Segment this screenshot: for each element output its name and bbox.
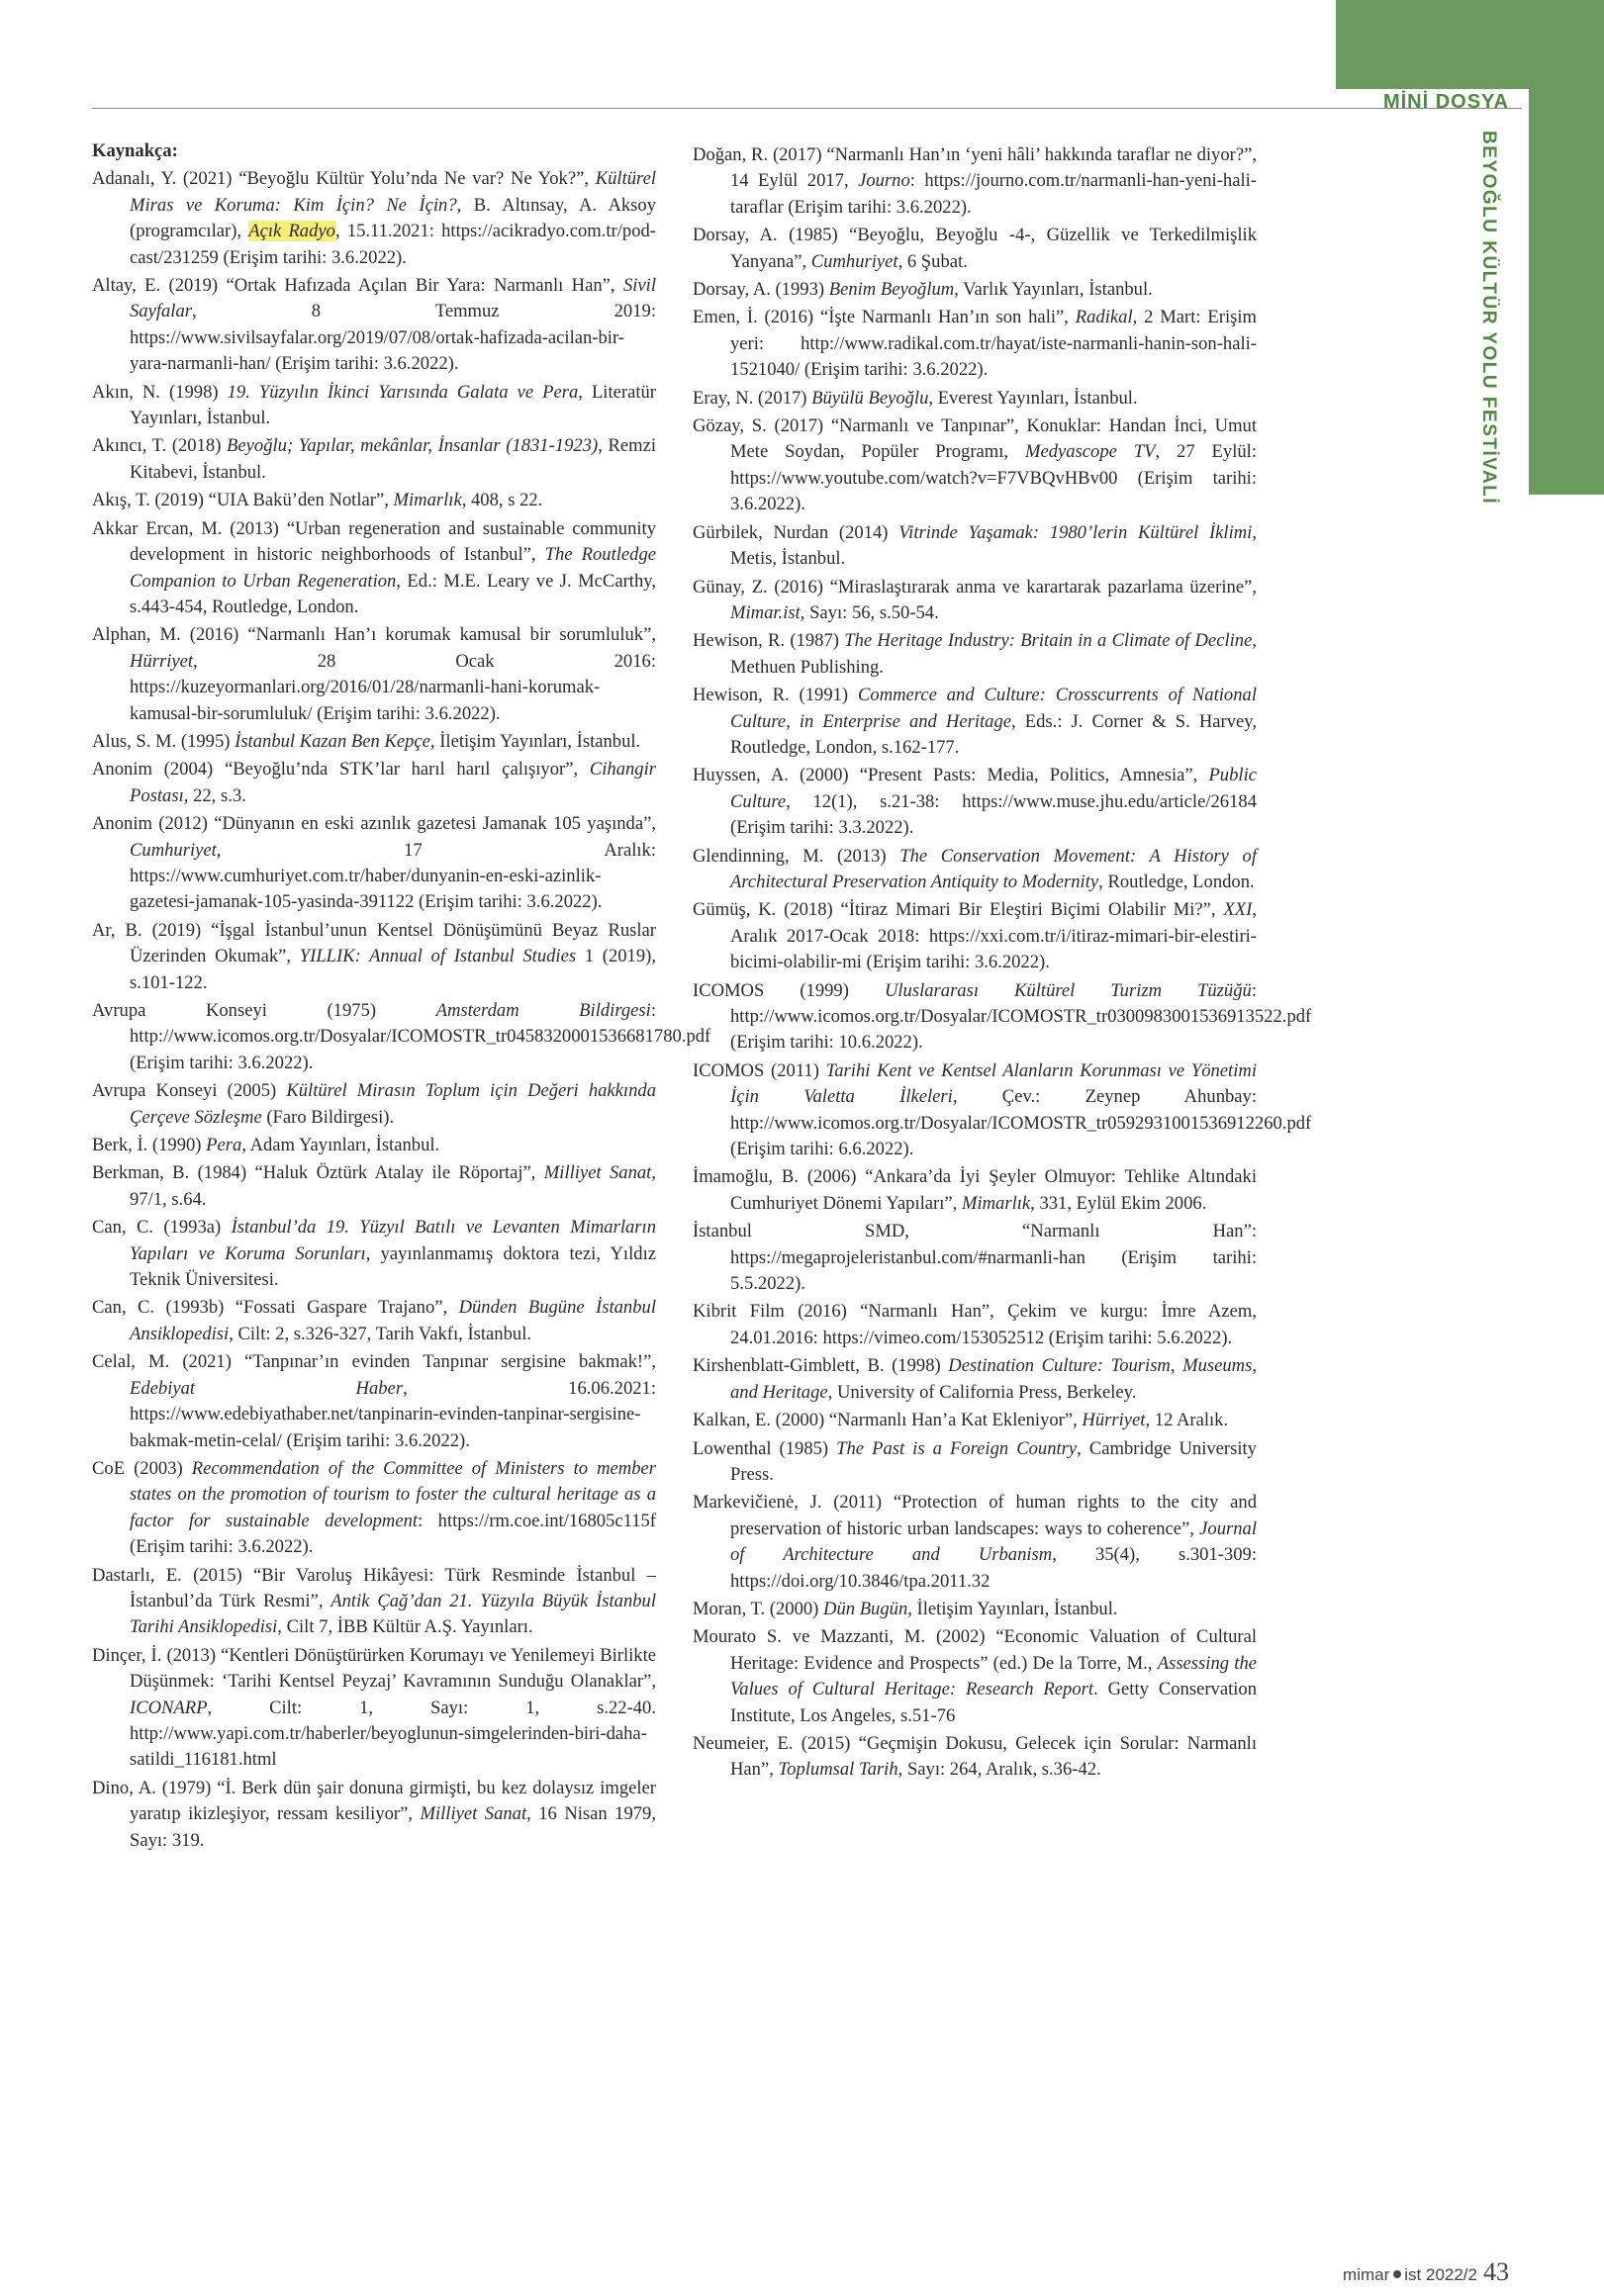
reference-text: , Varlık Yayınları, İstanbul. xyxy=(954,279,1153,301)
reference-text: Can, C. (1993b) “Fossati Gaspare Trajano”, xyxy=(92,1297,459,1319)
left-reference-list xyxy=(92,166,711,1854)
reference-text: Günay, Z. (2016) “Miraslaştırarak anma ve karartarak pazarlama üzerine”, xyxy=(693,576,1257,597)
reference-entry xyxy=(92,622,656,727)
reference-text: , 35(4), s.301-309: https://doi.org/10.3846/tpa.2011.32 xyxy=(730,1544,1257,1592)
reference-title: The Past is a Foreign Country xyxy=(836,1437,1078,1459)
reference-text: , 16 Nisan 1979, Sayı: 319. xyxy=(130,1803,656,1851)
reference-text: , 28 Ocak 2016: https://kuzeyormanlari.org/2016/01/28/narmanli-hani-korumak-kamusal-bir-sorumluluk/ (Erişim tarihi: 3.6.2022). xyxy=(130,650,656,724)
reference-entry xyxy=(92,757,656,809)
footer-brand-left: mimar xyxy=(1343,2265,1390,2284)
reference-entry xyxy=(92,1456,656,1561)
reference-entry xyxy=(693,520,1257,573)
reference-entry xyxy=(92,1349,656,1454)
references-column-right xyxy=(693,142,1312,1786)
reference-title: İstanbul Kazan Ben Kepçe xyxy=(235,730,430,752)
reference-text: , Metis, İstanbul. xyxy=(730,521,1257,570)
reference-title: The Routledge Companion to Urban Regeneration xyxy=(130,544,657,592)
reference-text: , Cilt: 1, Sayı: 1, s.22-40. http://www.yapi.com.tr/haberler/beyoglunun-simgelerinden-biri-daha-satildi_116181.html xyxy=(130,1697,656,1771)
reference-text: , Remzi Kitabevi, İstanbul. xyxy=(130,435,657,483)
reference-text: , Adam Yayınları, İstanbul. xyxy=(241,1135,440,1156)
reference-text: Berkman, B. (1984) “Haluk Öztürk Atalay ile Röportaj”, xyxy=(92,1162,544,1184)
reference-entry xyxy=(92,488,656,513)
vertical-section-label: BEYOĞLU KÜLTÜR YOLU FESTİVALİ xyxy=(1478,131,1499,505)
reference-text: , 97/1, s.64. xyxy=(130,1162,656,1210)
reference-text: , University of California Press, Berkeley. xyxy=(827,1381,1137,1403)
reference-entry xyxy=(693,844,1257,896)
reference-title: Cumhuriyet xyxy=(810,250,898,272)
reference-title: Hürriyet xyxy=(130,650,194,672)
reference-title: XXI xyxy=(1223,899,1253,921)
reference-title: ICONARP xyxy=(130,1697,208,1718)
section-label: MİNİ DOSYA xyxy=(1382,91,1509,113)
reference-text: Gümüş, K. (2018) “İtiraz Mimari Bir Eleştiri Biçimi Olabilir Mi?”, xyxy=(693,899,1224,921)
reference-title: Mimar.ist xyxy=(730,601,801,623)
reference-text: , Eds.: J. Corner & S. Harvey, Routledge, London, s.162-177. xyxy=(730,710,1257,758)
reference-text: Kibrit Film (2016) “Narmanlı Han”, Çekim ve kurgu: İmre Azem, 24.01.2016: https://vimeo.com/153052512 (Erişim tarihi: 5.6.2022). xyxy=(693,1301,1257,1348)
reference-entry xyxy=(92,918,656,996)
reference-entry xyxy=(693,1731,1257,1784)
reference-entry xyxy=(693,683,1257,761)
reference-text: , 8 Temmuz 2019: https://www.sivilsayfalar.org/2019/07/08/ortak-hafizada-acilan-bir-yara-narmanli-han/ (Erişim tarihi: 3.6.2022). xyxy=(130,301,656,375)
reference-text: Neumeier, E. (2015) “Geçmişin Dokusu, Gelecek için Sorular: Narmanlı Han”, xyxy=(693,1732,1257,1781)
reference-text: , Literatür Yayınları, İstanbul. xyxy=(130,381,656,429)
reference-title: Mimarlık xyxy=(393,490,462,511)
references-column-left xyxy=(92,138,711,1856)
reference-title: Amsterdam Bildirgesi xyxy=(435,1000,651,1021)
reference-entry xyxy=(92,998,711,1076)
reference-title: Beyoğlu; Yapılar, mekânlar, İnsanlar (1831-1923) xyxy=(227,435,599,457)
reference-title: Hürriyet xyxy=(1082,1410,1146,1431)
reference-title: Mimarlık xyxy=(961,1192,1031,1214)
reference-text: Kalkan, E. (2000) “Narmanlı Han’a Kat Ekleniyor”, xyxy=(693,1410,1083,1431)
reference-text: Altay, E. (2019) “Ortak Hafızada Açılan Bir Yara: Narmanlı Han”, xyxy=(92,275,623,297)
reference-text: Akın, N. (1998) xyxy=(92,381,228,403)
reference-text: ICOMOS (1999) xyxy=(693,979,885,1001)
reference-title: 19. Yüzyılın İkinci Yarısında Galata ve Pera xyxy=(227,381,579,403)
reference-title: Antik Çağ’dan 21. Yüzyıla Büyük İstanbul Tarihi Ansiklopedisi xyxy=(130,1590,656,1638)
reference-entry xyxy=(92,1563,656,1641)
reference-text: 1 (2019), s.101-122. xyxy=(130,946,656,993)
reference-text: Celal, M. (2021) “Tanpınar’ın evinden Tanpınar sergisine bakmak!”, xyxy=(92,1351,656,1373)
reference-entry xyxy=(92,1160,656,1213)
reference-text: Avrupa Konseyi (2005) xyxy=(92,1080,287,1102)
reference-text: , Routledge, London. xyxy=(1098,871,1255,892)
reference-text: Alus, S. M. (1995) xyxy=(92,730,236,752)
reference-entry xyxy=(693,1299,1257,1351)
reference-text: Moran, T. (2000) xyxy=(693,1598,824,1619)
reference-title: Dünden Bugüne İstanbul Ansiklopedisi xyxy=(130,1297,656,1344)
reference-text: : http://www.icomos.org.tr/Dosyalar/ICOMOSTR_tr0300983001536913522.pdf (Erişim tarihi: 10.6.2022). xyxy=(730,979,1312,1054)
reference-entry xyxy=(693,575,1257,627)
reference-text: , 12(1), s.21-38: https://www.muse.jhu.edu/article/26184 (Erişim tarihi: 3.3.2022). xyxy=(730,790,1257,839)
reference-title: Büyülü Beyoğlu xyxy=(811,387,929,409)
reference-title: Recommendation of the Committee of Ministers to member states on the promotion of tourism to foster the cultural heritage as a factor for sustainable development xyxy=(130,1457,656,1531)
reference-text: Huyssen, A. (2000) “Present Pasts: Media, Politics, Amnesia”, xyxy=(693,765,1209,786)
reference-text: Alphan, M. (2016) “Narmanlı Han’ı korumak kamusal bir sorumluluk”, xyxy=(92,624,656,646)
reference-text: , 331, Eylül Ekim 2006. xyxy=(1030,1192,1207,1214)
reference-entry xyxy=(92,1295,656,1347)
reference-text: , Everest Yayınları, İstanbul. xyxy=(928,387,1138,409)
reference-entry xyxy=(693,1597,1257,1622)
reference-entry xyxy=(693,763,1257,841)
reference-entry xyxy=(92,433,656,486)
reference-entry xyxy=(693,142,1257,221)
reference-title: Destination Culture: Tourism, Museums, and Heritage xyxy=(730,1355,1257,1403)
reference-title: Cumhuriyet xyxy=(130,839,217,861)
reference-text: Dastarlı, E. (2015) “Bir Varoluş Hikâyesi: Türk Resminde İstanbul – İstanbul’da Türk Resmi”, xyxy=(92,1564,656,1611)
reference-text: Ar, B. (2019) “İşgal İstanbul’unun Kentsel Dönüşümünü Beyaz Ruslar Üzerinden Okumak”, xyxy=(92,919,656,967)
reference-text: , İletişim Yayınları, İstanbul. xyxy=(429,730,641,752)
reference-title: The Conservation Movement: A History of Architectural Preservation Antiquity to Modernity xyxy=(730,845,1257,892)
reference-text: (Faro Bildirgesi). xyxy=(261,1106,395,1128)
reference-title: Tarihi Kent ve Kentsel Alanların Korunması ve Yönetimi İçin Valetta İlkeleri xyxy=(730,1059,1257,1108)
reference-entry xyxy=(693,1408,1257,1433)
reference-text: Anonim (2012) “Dünyanın en eski azınlık gazetesi Jamanak 105 yaşında”, xyxy=(92,813,656,835)
right-reference-list xyxy=(693,142,1312,1784)
reference-text: Doğan, R. (2017) “Narmanlı Han’ın ‘yeni hâli’ hakkında taraflar ne diyor?”, 14 Eylül 2017, xyxy=(693,144,1257,192)
reference-text: , 2 Mart: Erişim yeri: http://www.radikal.com.tr/hayat/iste-narmanli-hanin-son-hali-1521040/ (Erişim tarihi: 3.6.2022). xyxy=(730,307,1258,381)
reference-entry xyxy=(693,897,1257,975)
reference-title: Pera xyxy=(206,1135,242,1156)
reference-text: Hewison, R. (1991) xyxy=(693,685,858,706)
reference-title: Kültürel Miras ve Koruma: Kim İçin? Ne İçin? xyxy=(130,168,656,216)
reference-entry xyxy=(693,1219,1257,1297)
reference-entry xyxy=(693,223,1257,275)
reference-text: CoE (2003) xyxy=(92,1457,192,1479)
reference-title: Radikal xyxy=(1075,307,1133,328)
reference-title: İstanbul’da 19. Yüzyıl Batılı ve Levanten Mimarların Yapıları ve Koruma Sorunları xyxy=(130,1217,656,1264)
reference-title: Medyascope TV xyxy=(1024,441,1156,463)
reference-title: Sivil Sayfalar xyxy=(130,275,656,322)
footer-dot-icon xyxy=(1393,2270,1401,2278)
header-green-tab xyxy=(1336,0,1604,89)
reference-text: Akkar Ercan, M. (2013) “Urban regeneration and sustainable community development in historic neighborhoods of Istanbul”, xyxy=(92,517,656,566)
reference-title: The Heritage Industry: Britain in a Climate of Decline xyxy=(844,630,1253,652)
reference-text: , 16.06.2021: https://www.edebiyathaber.net/tanpinarin-evinden-tanpinar-sergisine-bakmak-metin-celal/ (Erişim tarihi: 3.6.2022). xyxy=(130,1377,657,1451)
reference-title: Dün Bugün xyxy=(823,1598,908,1619)
reference-text: , 408, s 22. xyxy=(461,490,543,511)
reference-entry xyxy=(693,413,1257,518)
reference-title: Milliyet Sanat xyxy=(420,1803,527,1825)
top-rule xyxy=(92,108,1522,109)
reference-text: Anonim (2004) “Beyoğlu’nda STK’lar harıl harıl çalışıyor”, xyxy=(92,759,590,781)
reference-text: İstanbul SMD, “Narmanlı Han”: https://megaprojeleristanbul.com/#narmanli-han (Erişim tarihi: 5.5.2022). xyxy=(693,1221,1257,1295)
reference-title: Vitrinde Yaşamak: 1980’lerin Kültürel İklimi xyxy=(898,521,1253,543)
reference-text: , Sayı: 56, s.50-54. xyxy=(800,601,939,623)
reference-text: Adanalı, Y. (2021) “Beyoğlu Kültür Yolu’nda Ne var? Ne Yok?”, xyxy=(92,168,596,190)
reference-text: Markevičienė, J. (2011) “Protection of human rights to the city and preservation of historic urban landscapes: ways to coherence”, xyxy=(693,1492,1257,1539)
reference-text: Akış, T. (2019) “UIA Bakü’den Notlar”, xyxy=(92,490,394,511)
reference-text: , Cambridge University Press. xyxy=(730,1437,1257,1485)
reference-text: , İletişim Yayınları, İstanbul. xyxy=(907,1598,1118,1619)
reference-entry xyxy=(92,1776,656,1854)
reference-text: Emen, İ. (2016) “İşte Narmanlı Han’ın son hali”, xyxy=(693,307,1076,328)
reference-text: Dorsay, A. (1985) “Beyoğlu, Beyoğlu -4-, Güzellik ve Terkedilmişlik Yanyana”, xyxy=(693,225,1257,272)
reference-text: Mourato S. ve Mazzanti, M. (2002) “Economic Valuation of Cultural Heritage: Evidence and Prospects” (ed.) De la Torre, M., xyxy=(693,1626,1257,1674)
reference-text: . Getty Conservation Institute, Los Angeles, s.51-76 xyxy=(730,1679,1258,1726)
reference-title: Milliyet Sanat xyxy=(543,1162,652,1184)
page-footer xyxy=(1343,2257,1509,2287)
reference-text: , 12 Aralık. xyxy=(1145,1410,1229,1431)
reference-text: Lowenthal (1985) xyxy=(693,1437,837,1459)
footer-brand-right: ist 2022/2 xyxy=(1404,2265,1477,2284)
reference-entry xyxy=(693,1353,1257,1406)
reference-title: Kültürel Mirasın Toplum için Değeri hakkında Çerçeve Sözleşme xyxy=(130,1080,656,1128)
reference-title: Commerce and Culture: Crosscurrents of National Culture, in Enterprise and Heritage xyxy=(730,685,1257,732)
reference-text: Can, C. (1993a) xyxy=(92,1217,232,1239)
reference-text: , Sayı: 264, Aralık, s.36-42. xyxy=(897,1759,1101,1781)
reference-text: Glendinning, M. (2013) xyxy=(693,845,900,867)
reference-entry xyxy=(92,1643,656,1774)
reference-entry xyxy=(693,1058,1312,1163)
reference-text: : http://www.icomos.org.tr/Dosyalar/ICOMOSTR_tr0458320001536681780.pdf (Erişim tarihi: 3.6.2022). xyxy=(130,1000,711,1073)
reference-title: Uluslararası Kültürel Turizm Tüzüğü xyxy=(884,979,1252,1001)
reference-entry xyxy=(693,1436,1257,1489)
reference-text: Dino, A. (1979) “İ. Berk dün şair donuna girmişti, bu kez dolaysız imgeler yaratıp ikizleşiyor, ressam kesiliyor”, xyxy=(92,1777,656,1825)
reference-text: Hewison, R. (1987) xyxy=(693,630,845,652)
reference-entry xyxy=(693,386,1257,412)
reference-entry xyxy=(693,628,1257,681)
reference-text: , Ed.: M.E. Leary ve J. McCarthy, s.443-454, Routledge, London. xyxy=(130,570,656,617)
reference-highlight: Açık Radyo xyxy=(248,221,335,242)
reference-entry xyxy=(693,1164,1257,1217)
reference-text: Eray, N. (2017) xyxy=(693,387,812,409)
reference-title: Edebiyat Haber xyxy=(130,1377,404,1399)
reference-text: , Aralık 2017-Ocak 2018: https://xxi.com.tr/i/itiraz-mimari-bir-elestiri-bicimi-olabilir-mi (Erişim tarihi: 3.6.2022). xyxy=(730,899,1257,973)
reference-text: Gözay, S. (2017) “Narmanlı ve Tanpınar”, Konuklar: Handan İnci, Umut Mete Soydan, Popüler Programı, xyxy=(693,415,1257,463)
reference-entry xyxy=(92,811,656,916)
reference-title: YILLIK: Annual of Istanbul Studies xyxy=(299,946,577,967)
reference-text: , Cilt 7, İBB Kültür A.Ş. Yayınları. xyxy=(277,1616,533,1638)
reference-entry xyxy=(693,978,1312,1056)
side-green-bar xyxy=(1529,89,1604,495)
reference-text: : https://rm.coe.int/16805c115f (Erişim tarihi: 3.6.2022). xyxy=(130,1510,656,1558)
reference-title: Benim Beyoğlum xyxy=(828,279,955,301)
reference-title: Toplumsal Tarih xyxy=(778,1759,898,1781)
reference-text: : https://journo.com.tr/narmanli-han-yeni-hali-taraflar (Erişim tarihi: 3.6.2022). xyxy=(730,170,1257,218)
reference-text: Kirshenblatt-Gimblett, B. (1998) xyxy=(693,1355,949,1377)
reference-title: Journo xyxy=(858,170,910,192)
reference-entry xyxy=(92,166,656,271)
reference-text: , 22, s.3. xyxy=(183,784,246,806)
reference-entry xyxy=(693,1624,1257,1729)
reference-text: , 27 Eylül: https://www.youtube.com/watch?v=F7VBQvHBv00 (Erişim tarihi: 3.6.2022). xyxy=(730,441,1257,515)
reference-entry xyxy=(693,1490,1257,1595)
reference-text: İmamoğlu, B. (2006) “Ankara’da İyi Şeyler Olmuyor: Tehlike Altındaki Cumhuriyet Dönemi Yapıları”, xyxy=(693,1166,1257,1214)
reference-text: , Çev.: Zeynep Ahunbay: http://www.icomos.org.tr/Dosyalar/ICOMOSTR_tr0592931001536912260.pdf (Erişim tarihi: 6.6.2022). xyxy=(730,1086,1312,1160)
page-number: 43 xyxy=(1483,2257,1509,2286)
reference-title: Journal of Architecture and Urbanism xyxy=(730,1517,1257,1566)
reference-text: , 15.11.2021: https://acikradyo.com.tr/pod-cast/231259 (Erişim tarihi: 3.6.2022). xyxy=(130,221,656,268)
reference-text: , 17 Aralık: https://www.cumhuriyet.com.tr/haber/dunyanin-en-eski-azinlik-gazetesi-jamanak-105-yasinda-391122 (Erişim tarihi: 3.6.2022). xyxy=(130,839,656,913)
reference-entry xyxy=(92,516,656,621)
reference-entry xyxy=(693,305,1257,383)
reference-text: , B. Altınsay, A. Aksoy (programcılar), xyxy=(130,194,657,242)
reference-entry xyxy=(92,1133,656,1158)
reference-text: , 6 Şubat. xyxy=(897,250,968,272)
reference-title: Cihangir Postası xyxy=(130,759,656,806)
reference-text: , yayınlanmamış doktora tezi, Yıldız Teknik Üniversitesi. xyxy=(130,1242,656,1291)
reference-entry xyxy=(92,380,656,432)
references-heading: Kaynakça: xyxy=(92,140,178,161)
reference-text: ICOMOS (2011) xyxy=(693,1059,826,1081)
reference-text: , Methuen Publishing. xyxy=(730,630,1257,678)
reference-text: , Cilt: 2, s.326-327, Tarih Vakfı, İstanbul. xyxy=(229,1323,532,1344)
reference-title: Assessing the Values of Cultural Heritage: Research Report xyxy=(730,1652,1257,1700)
reference-text: Dorsay, A. (1993) xyxy=(693,279,829,301)
reference-text: Berk, İ. (1990) xyxy=(92,1135,207,1156)
reference-entry xyxy=(92,729,656,755)
reference-entry xyxy=(92,273,656,378)
reference-entry xyxy=(693,277,1257,303)
reference-text: Akıncı, T. (2018) xyxy=(92,435,228,457)
reference-text: Gürbilek, Nurdan (2014) xyxy=(693,521,899,543)
reference-entry xyxy=(92,1215,656,1293)
reference-entry xyxy=(92,1078,656,1131)
reference-text: Avrupa Konseyi (1975) xyxy=(92,1000,436,1021)
reference-title: Public Culture xyxy=(730,765,1257,812)
reference-text: Dinçer, İ. (2013) “Kentleri Dönüştürürken Korumayı ve Yenilemeyi Birlikte Düşünmek: ‘Tarihi Kentsel Peyzaj’ Kavramının Sunduğu Olanaklar”, xyxy=(92,1644,656,1693)
